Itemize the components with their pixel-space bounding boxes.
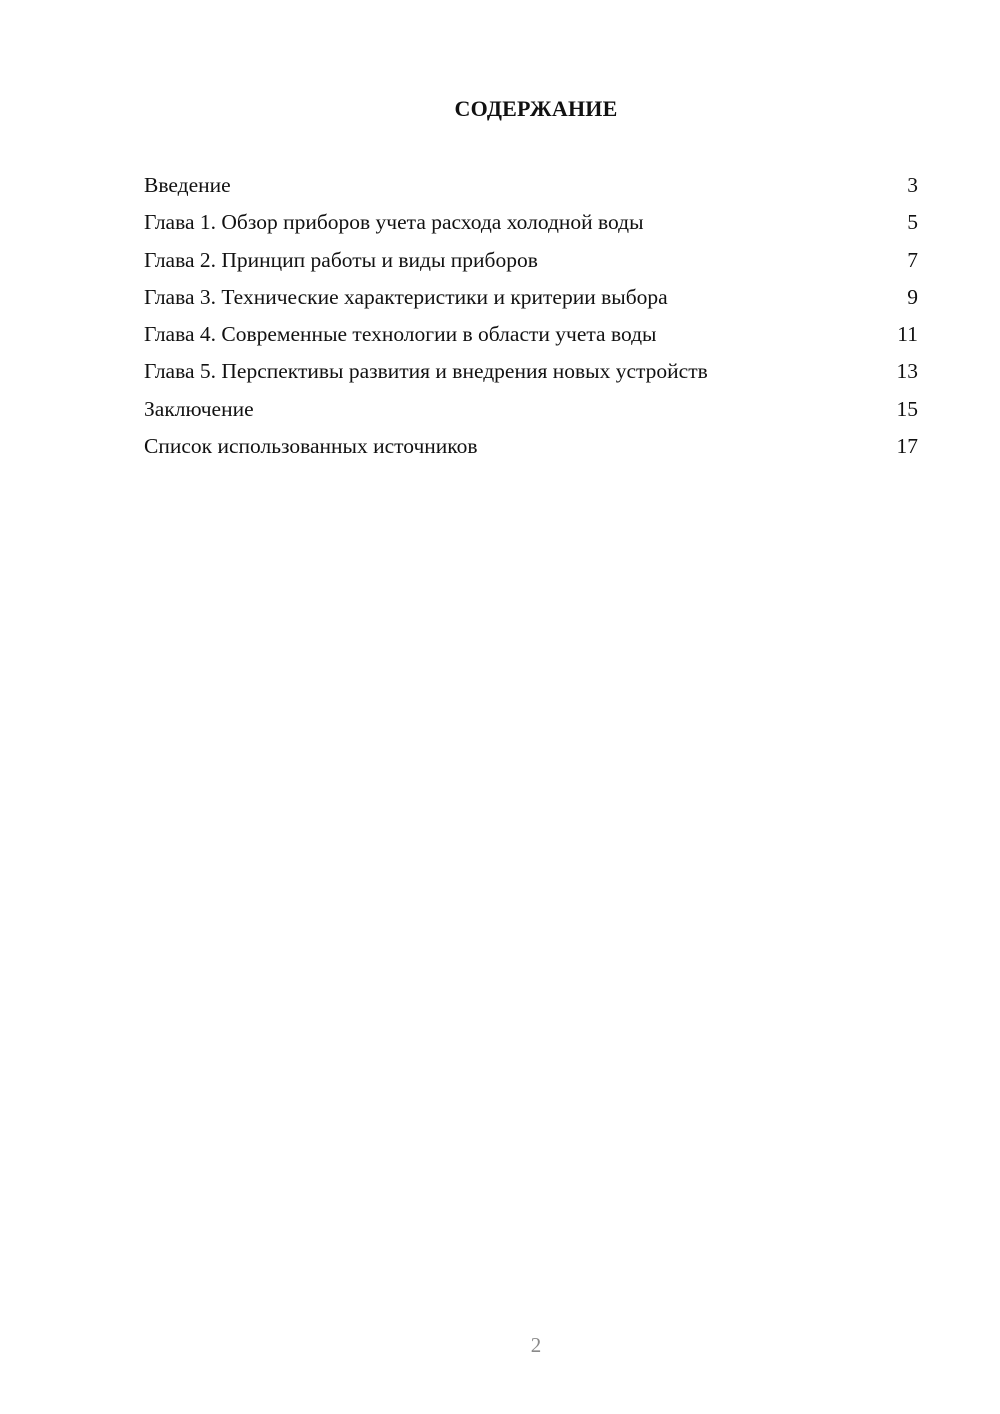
toc-item-chapter-3 xyxy=(144,280,918,317)
toc-item-label: Глава 1. Обзор приборов учета расхода холодной воды xyxy=(144,210,644,235)
toc-item-label: Заключение xyxy=(144,396,254,421)
toc-item-chapter-2 xyxy=(144,243,918,280)
page-number: 2 xyxy=(530,1333,542,1357)
toc-item-page: 13 xyxy=(896,359,918,384)
toc-item-page: 5 xyxy=(907,210,918,235)
toc-item-label: Глава 5. Перспективы развития и внедрения новых устройств xyxy=(144,359,708,384)
toc-item-label: Глава 4. Современные технологии в области учета воды xyxy=(144,322,657,347)
toc-item-page: 11 xyxy=(897,322,918,347)
toc-item-chapter-5 xyxy=(144,354,918,391)
toc-item-page: 9 xyxy=(907,284,918,309)
toc-item-chapter-1 xyxy=(144,205,918,242)
toc-item-conclusion xyxy=(144,392,918,429)
toc-item-label: Введение xyxy=(144,173,231,197)
toc-item-page: 7 xyxy=(907,247,918,272)
toc-title: СОДЕРЖАНИЕ xyxy=(454,96,618,121)
toc-item-label: Список использованных источников xyxy=(144,434,478,459)
toc-item-references xyxy=(144,429,918,466)
toc-item-chapter-4 xyxy=(144,317,918,354)
toc-item-page: 17 xyxy=(896,434,918,459)
toc-item-label: Глава 3. Технические характеристики и критерии выбора xyxy=(144,284,668,309)
table-of-contents xyxy=(144,168,918,466)
toc-item-label: Глава 2. Принцип работы и виды приборов xyxy=(144,247,538,272)
toc-item-page: 15 xyxy=(896,396,918,421)
toc-item-introduction xyxy=(144,168,918,205)
toc-item-page: 3 xyxy=(907,173,918,197)
